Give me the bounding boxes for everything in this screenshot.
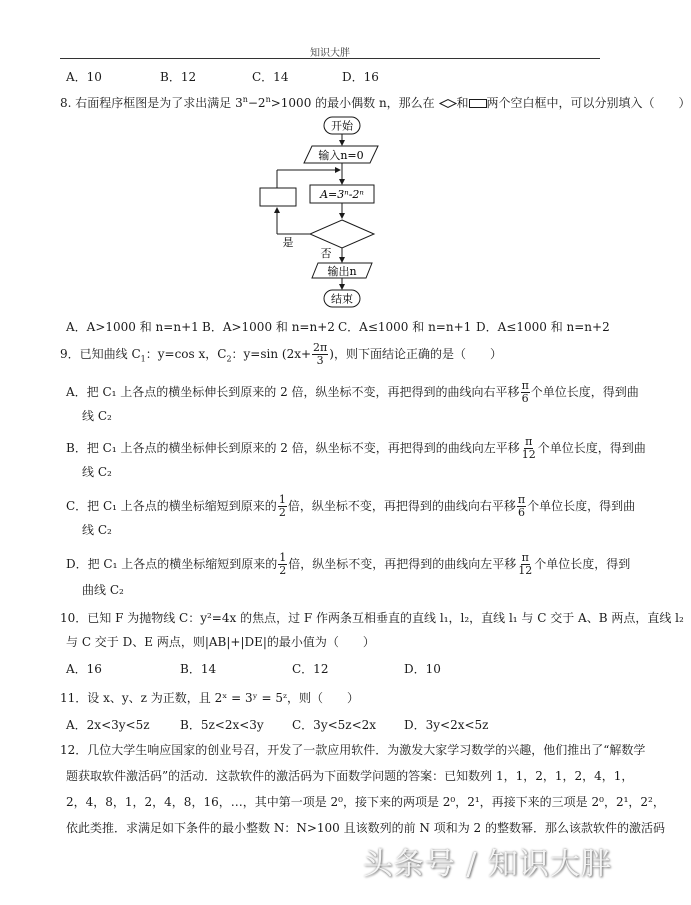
q7-option-b: B．12 (160, 70, 197, 84)
q9-c-frac-den: 6 (517, 506, 525, 519)
q10-line2: 与 C 交于 D、E 两点，则|AB|+|DE|的最小值为（ ） (66, 635, 375, 649)
flow-assign-label: A=3ⁿ-2ⁿ (320, 188, 364, 201)
q9-stem (60, 342, 502, 367)
q9-stem-frac-num: 2π (313, 341, 328, 354)
q9-d-mid-den: 2 (279, 564, 287, 577)
q12-line-4: 依此类推．求满足如下条件的最小整数 N：N>100 且该数列的前 N 项和为 2 的整数幂．那么该款软件的激活码 (66, 821, 665, 835)
q9-stem-b: ：y=cos x，C (145, 347, 227, 361)
q9-b-pre: B．把 C₁ 上各点的横坐标伸长到原来的 2 倍，纵坐标不变，再把得到的曲线向左平移 (66, 441, 520, 455)
q11-stem: 11．设 x、y、z 为正数，且 2ˣ = 3ʸ = 5ᶻ，则（ ） (60, 691, 359, 705)
q9-d-post: 个单位长度，得到 (534, 557, 631, 571)
q9-b-frac-num: π (525, 435, 533, 448)
q12-line-2: 题获取软件激活码”的活动．这款软件的激活码为下面数学问题的答案：已知数列 1，1，2，1，2，4，1， (66, 769, 634, 783)
q9-option-d (66, 552, 630, 577)
q10-line1: 10．已知 F 为抛物线 C：y²=4x 的焦点，过 F 作两条互相垂直的直线 l₁，l₂，直线 l₁ 与 C 交于 A、B 两点，直线 l₂ (60, 611, 684, 625)
q8-stem-c: >1000 的最小偶数 n，那么在 (270, 96, 435, 110)
q11-option-a: A．2x<3y<5z (66, 718, 150, 732)
q9-stem-sub1: 1 (140, 354, 146, 364)
q9-stem-d: )，则下面结论正确的是（ ） (329, 347, 502, 361)
q9-d-mid-fraction (278, 552, 287, 577)
q8-option-d: D．A≤1000 和 n=n+2 (476, 320, 610, 334)
q9-a-post: 个单位长度，得到曲 (530, 385, 639, 399)
q9-c-mid-num: 1 (278, 493, 286, 506)
q9-stem-c: ：y=sin (2x+ (231, 347, 312, 361)
diamond-shape-icon (439, 99, 457, 108)
q10-option-c: C．12 (292, 662, 329, 676)
header-rule (60, 58, 600, 59)
q9-b-fraction (521, 436, 537, 461)
q8-option-c: C．A≤1000 和 n=n+1 (338, 320, 472, 334)
q9-a-frac-den: 6 (521, 392, 529, 405)
watermark: 头条号 / 知识大胖 (362, 847, 612, 882)
flowchart (240, 112, 400, 312)
q9-d-frac-num: π (521, 551, 529, 564)
q9-c-pre: C．把 C₁ 上各点的横坐标缩短到原来的 (66, 499, 277, 513)
q11-option-d: D．3y<2x<5z (404, 718, 489, 732)
q9-a-frac-num: π (521, 379, 529, 392)
q8-stem-exp2: n (265, 95, 271, 104)
q12-line-1: 12．几位大学生响应国家的创业号召，开发了一款应用软件．为激发大家学习数学的兴趣，他们推出了“解数学 (60, 743, 646, 757)
q9-option-b (66, 436, 646, 461)
q11-option-c: C．3y<5z<2x (292, 718, 377, 732)
q8-option-a: A．A>1000 和 n=n+1 (66, 320, 199, 334)
q9-option-a-line2: 线 C₂ (82, 409, 112, 423)
q9-stem-a: 9．已知曲线 C (60, 347, 141, 361)
q8-stem-and: 和 (456, 96, 469, 110)
q8-stem-a: 8. 右面程序框图是为了求出满足 3 (60, 96, 243, 110)
q9-c-fraction (517, 494, 526, 519)
q7-option-a: A．10 (66, 70, 102, 84)
page-header: 知识大胖 (310, 48, 350, 59)
q9-b-frac-den: 12 (521, 448, 536, 461)
q10-option-b: B．14 (180, 662, 217, 676)
q9-stem-sub2: 2 (226, 354, 232, 364)
q9-d-mid-num: 1 (279, 551, 287, 564)
flow-output-label: 输出n (327, 265, 357, 278)
q9-c-mid: 倍，纵坐标不变，再把得到的曲线向右平移 (287, 499, 516, 513)
q8-stem-exp1: n (242, 95, 248, 104)
q9-c-mid-den: 2 (278, 506, 286, 519)
q9-option-d-line2: 曲线 C₂ (82, 583, 124, 597)
flow-yes-label: 是 (282, 236, 294, 249)
q9-c-mid-fraction (278, 494, 287, 519)
q8-stem-d: 两个空白框中，可以分别填入（ ） (486, 96, 691, 110)
q7-option-d: D．16 (342, 70, 379, 84)
flow-input-label: 输入n=0 (318, 149, 364, 162)
q9-stem-frac-den: 3 (316, 354, 324, 367)
q9-option-c (66, 494, 635, 519)
q9-option-a (66, 380, 639, 405)
q9-c-post: 个单位长度，得到曲 (527, 499, 636, 513)
q9-a-fraction (521, 380, 530, 405)
q10-option-a: A．16 (66, 662, 102, 676)
q8-stem (60, 92, 691, 111)
q9-d-mid: 倍，纵坐标不变，再把得到的曲线向左平移 (288, 557, 517, 571)
q10-option-d: D．10 (404, 662, 441, 676)
rectangle-shape-icon (469, 99, 487, 108)
flow-blank-box (260, 188, 296, 206)
q9-d-fraction (517, 552, 533, 577)
q11-option-b: B．5z<2x<3y (180, 718, 264, 732)
flow-no-label: 否 (320, 247, 332, 260)
q8-option-b: B．A>1000 和 n=n+2 (202, 320, 335, 334)
q9-d-frac-den: 12 (518, 564, 533, 577)
q8-stem-b: −2 (247, 96, 266, 110)
q9-option-c-line2: 线 C₂ (82, 523, 112, 537)
q9-b-post: 个单位长度，得到曲 (537, 441, 646, 455)
q12-line-3: 2，4，8，1，2，4，8，16，…，其中第一项是 2⁰，接下来的两项是 2⁰，2¹，再接下来的三项是 2⁰，2¹，2²， (66, 795, 665, 809)
q9-option-b-line2: 线 C₂ (82, 465, 112, 479)
flow-start-label: 开始 (331, 119, 353, 133)
q7-option-c: C．14 (252, 70, 289, 84)
flow-end-label: 结束 (331, 292, 353, 306)
q9-c-frac-num: π (517, 493, 526, 506)
q9-d-pre: D．把 C₁ 上各点的横坐标缩短到原来的 (66, 557, 278, 571)
flow-decision-diamond (310, 220, 374, 248)
q9-a-pre: A．把 C₁ 上各点的横坐标伸长到原来的 2 倍，纵坐标不变，再把得到的曲线向右平移 (66, 385, 520, 399)
q9-stem-fraction (312, 342, 328, 367)
